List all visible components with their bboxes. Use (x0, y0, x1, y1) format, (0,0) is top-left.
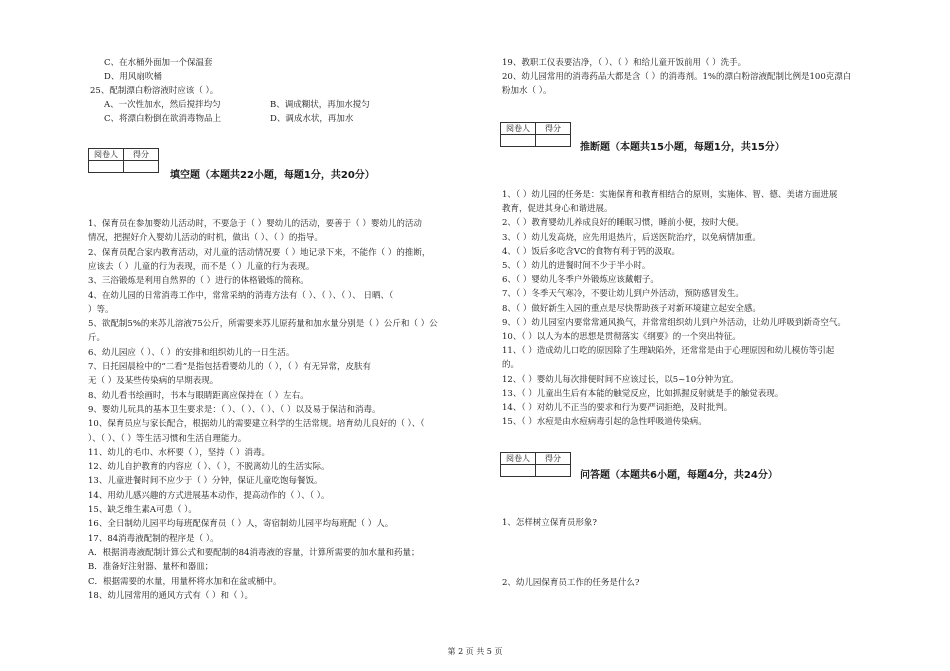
question-line: 2、保育员配合家内教育活动，对儿童的活动情况要（ ）地记录下来，不能作（ ）的推断， (88, 247, 431, 258)
score-box (500, 122, 571, 147)
qa-question: 1、怎样树立保育员形象? (502, 518, 597, 528)
question-line: 应该去（ ）儿童的行为表现，而不是（ ）儿童的行为表现。 (88, 261, 315, 272)
question-line: 5、（ ）幼儿的进餐时间不少于半小时。 (502, 261, 651, 271)
page-footer: 第 2 页 共 5 页 (447, 647, 503, 656)
question-line: 5、欲配制5%的来苏儿溶液75公斤，所需要来苏儿原药量和加水量分别是（ ）公斤和（ ）公 (88, 319, 438, 330)
option-line: A、一次性加水，然后搅拌均匀 (104, 100, 221, 110)
question-line: 4、（ ）饭后多吃含VC的食物有利于钙的汲取。 (502, 246, 681, 257)
score-box-cell (536, 465, 571, 477)
question-line: ）、（ ）、（ ）等生活习惯和生活自理能力。 (88, 433, 247, 444)
question-line: 粉加水（ ）。 (502, 86, 552, 96)
question-line: 12、（ ）婴幼儿每次排便时间不应该过长，以5~10分钟为宜。 (502, 374, 739, 385)
question-line: 13、儿童进餐时间不应少于（ ）分钟，保证儿童吃饱每餐饭。 (88, 476, 323, 487)
qa-question: 2、幼儿园保育员工作的任务是什么? (502, 578, 640, 588)
score-box-cell (501, 465, 536, 477)
score-box (500, 452, 571, 477)
score-box-label-grader: 阅卷人 (501, 123, 536, 135)
question-line: 11、（ ）造成幼儿口吃的原因除了生理缺陷外，还常常是由于心理原因和幼儿模仿等引起 (502, 346, 835, 357)
question-line: 18、幼儿园常用的通风方式有（ ）和（ ）。 (88, 590, 253, 601)
section-title-qa: 问答题（本题共6小题，每题4分，共24分） (580, 470, 778, 481)
score-box-cell (536, 135, 571, 147)
question-line: 10、保育员应与家长配合，根据幼儿的需要建立科学的生活常规。培育幼儿良好的（ ）、（ (88, 419, 425, 430)
question-line: 7、日托园晨检中的“二看”是指包括看婴幼儿的（ ），（ ）有无异常，皮肤有 (88, 362, 372, 372)
question-line: 1、保育员在参加婴幼儿活动时，不要急于（ ）婴幼儿的活动，要善于（ ）婴幼儿的活动 (88, 219, 422, 229)
question-line: ）等。 (88, 304, 114, 315)
question-line: 8、（ ）做好新生入园的重点是尽快帮助孩子对新环境建立起安全感。 (502, 303, 761, 314)
option-line: B、调成糊状，再加水搅匀 (270, 100, 370, 110)
question-line: 6、幼儿园应（ ）、（ ）的安排和组织幼儿的一日生活。 (88, 347, 295, 358)
question-line: 无（ ）及某些传染病的早期表现。 (88, 376, 219, 387)
question-line: 8、幼儿看书绘画时，书本与眼睛距离应保持在（ ）左右。 (88, 390, 309, 401)
score-box-label-score: 得分 (536, 123, 571, 135)
question-line: 3、（ ）幼儿发高烧，应先用退热片，后送医院治疗，以免病情加重。 (502, 232, 761, 243)
score-box-cell (501, 135, 536, 147)
option-line: C、在水桶外面加一个保温套 (104, 58, 213, 68)
question-line: 的。 (502, 360, 520, 371)
score-box-cell (124, 161, 159, 173)
score-box (88, 148, 159, 173)
question-line: 12、幼儿自护教育的内容应（ ）、（ ），不脱离幼儿的生活实际。 (88, 462, 330, 473)
option-line: D、用风扇吹桶 (104, 72, 162, 82)
section-title-judge: 推断题（本题共15小题，每题1分，共15分） (580, 142, 785, 153)
question-line: 19、教职工仪表要洁净，（ ）、（ ）和给儿童开饭前用（ ）洗手。 (502, 58, 747, 68)
question-line: 11、幼儿的毛巾、水杯要（ ），坚持（ ）消毒。 (88, 447, 270, 458)
question-line: 2、（ ）教育婴幼儿养成良好的睡眠习惯，睡前小便，按时大便。 (502, 218, 744, 229)
question-line: 9、婴幼儿玩具的基本卫生要求是：（ ）、（ ）、（ ）、（ ）以及易于保洁和消毒。 (88, 404, 381, 415)
question-line: 13、（ ）儿童出生后有本能的触觉反应，比如抓握反射就是手的触觉表现。 (502, 388, 784, 399)
question-line: A．根据消毒液配制计算公式和要配制的84消毒液的容量，计算所需要的加水量和药量； (88, 547, 420, 558)
question-line: 14、（ ）对幼儿不正当的要求和行为要严词拒绝，及时批判。 (502, 403, 733, 413)
question-line: 9、（ ）幼儿园室内要常常通风换气，并常常组织幼儿到户外活动，让幼儿呼吸到新奇空气。 (502, 317, 846, 328)
question-line: 1、（ ）幼儿园的任务是：实施保育和教育相结合的原则，实施体、智、德、美诸方面进展 (502, 190, 838, 200)
section-title-fill: 填空题（本题共22小题，每题1分，共20分） (170, 170, 375, 181)
question-line: 6、（ ）婴幼儿冬季户外锻炼应该戴帽子。 (502, 275, 659, 286)
question-line: 情况，把握好介入婴幼儿活动的时机，做出（ ）、（ ）的指导。 (88, 233, 323, 244)
score-box-label-score: 得分 (124, 149, 159, 161)
option-line: C、将漂白粉倒在欲消毒物品上 (104, 114, 222, 124)
question-line: 教育，促进其身心和谐进展。 (502, 204, 613, 215)
question-line: B．准备好注射器、量杯和器皿； (88, 562, 214, 573)
score-box-label-grader: 阅卷人 (501, 453, 536, 465)
question-line: 20、幼儿园常用的消毒药品大都是含（ ）的消毒剂。1%的漂白粉溶液配制比例是100克漂白 (502, 72, 852, 82)
option-line: D、调成水状，再加水 (270, 114, 354, 124)
score-box-cell (89, 161, 124, 173)
question-line: 16、全日制幼儿园平均每班配保育员（ ）人，寄宿制幼儿园平均每班配（ ）人。 (88, 519, 394, 530)
question-line: 斤。 (88, 333, 106, 344)
question-line: 10、（ ）以人为本的思想是贯彻落实《纲要》的一个突出特征。 (502, 332, 741, 342)
question-line: 4、在幼儿园的日常消毒工作中，常常采纳的消毒方法有（ ）、（ ）、（ ）、 日晒、（ (88, 290, 394, 301)
question-line: 15、（ ）水痘是由水痘病毒引起的急性呼吸道传染病。 (502, 417, 707, 428)
question-line: 3、三浴锻炼是利用自然界的（ ）进行的体格锻炼的简称。 (88, 276, 309, 287)
score-box-label-score: 得分 (536, 453, 571, 465)
question-line: 25、配制漂白粉溶液时应该（ ）。 (90, 86, 219, 96)
question-line: 15、缺乏维生素A可患（ ）。 (88, 505, 197, 515)
question-line: 14、用幼儿感兴趣的方式进展基本动作，提高动作的（ ）、（ ）。 (88, 490, 330, 501)
score-box-label-grader: 阅卷人 (89, 149, 124, 161)
question-line: C．根据需要的水量，用量杯将水加和在盆或桶中。 (88, 576, 282, 587)
question-line: 17、84消毒液配制的程序是（ ）。 (88, 533, 219, 544)
question-line: 7、（ ）冬季天气寒冷，不要让幼儿到户外活动，预防感冒发生。 (502, 289, 744, 300)
